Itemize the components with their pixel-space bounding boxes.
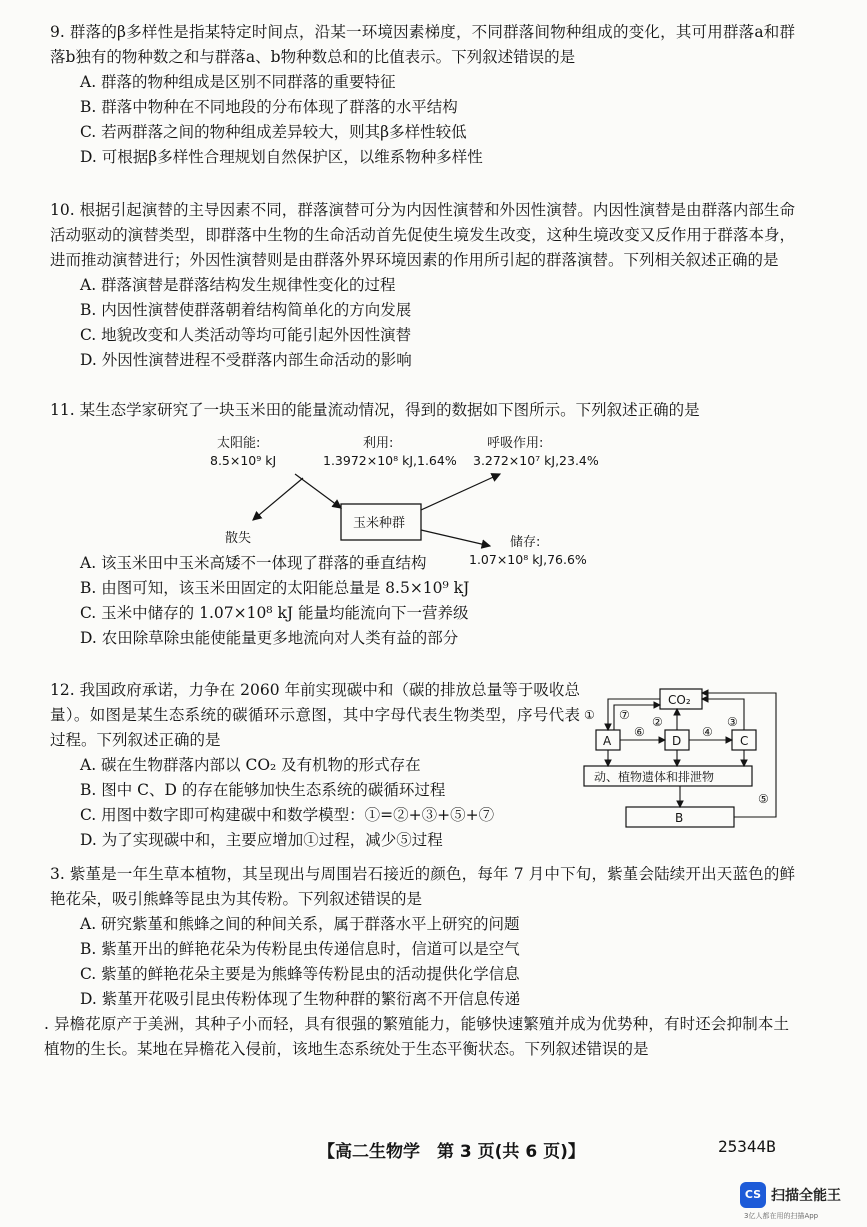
footer-code: 25344B [718,1137,776,1156]
camscanner-logo-icon: CS [740,1182,766,1208]
question-13 [50,862,795,1012]
question-12 [50,678,580,853]
question-12-option-a: A. 碳在生物群落内部以 CO₂ 及有机物的形式存在 [80,756,421,774]
resp-value: 3.272×10⁷ kJ,23.4% [473,453,599,468]
question-12-option-d: D. 为了实现碳中和，主要应增加①过程，减少⑤过程 [80,831,443,849]
question-10-option-b: B. 内因性演替使群落朝着结构简单化的方向发展 [80,301,412,319]
a-label: A [603,734,612,748]
question-9-option-a: A. 群落的物种组成是区别不同群落的重要特征 [80,73,396,91]
store-value: 1.07×10⁸ kJ,76.6% [469,552,587,567]
question-9-option-c: C. 若两群落之间的物种组成差异较大，则其β多样性较低 [80,123,467,141]
question-9-stem: 9. 群落的β多样性是指某特定时间点，沿某一环境因素梯度，不同群落间物种组成的变化，其可用群落a和群落b独有的物种数之和与群落a、b物种数总和的比值表示。下列叙述错误的是 [50,23,795,66]
question-9-option-d: D. 可根据β多样性合理规划自然保护区，以维系物种多样性 [80,148,483,166]
question-10-stem: 10. 根据引起演替的主导因素不同，群落演替可分为内因性演替和外因性演替。内因性演替是由群落内部生命活动驱动的演替类型，即群落中生物的生命活动首先促使生境发生改变，这种生境改变又反作用于群落本身，进而推动演替进行；外因性演替则是由群落外界环境因素的作用所引起的群落演替。下列相关叙述正确的是 [50,201,795,269]
loss-label: 散失 [225,531,252,546]
footer-page-info: 【高二生物学 第 3 页(共 6 页)】 [318,1142,585,1162]
c-label: C [740,734,749,748]
question-11-stem: 11. 某生态学家研究了一块玉米田的能量流动情况，得到的数据如下图所示。下列叙述正确的是 [50,401,700,419]
resp-label: 呼吸作用: [487,436,544,451]
sun-value: 8.5×10⁹ kJ [210,453,277,468]
question-10-option-d: D. 外因性演替进程不受群落内部生命活动的影响 [80,351,412,369]
question-14-stem: . 异檐花原产于美洲，其种子小而轻，具有很强的繁殖能力，能够快速繁殖并成为优势种，有时还会抑制本土植物的生长。某地在异檐花入侵前，该地生态系统处于生态平衡状态。下列叙述错误的是 [44,1015,789,1058]
svg-text:⑦: ⑦ [619,708,630,722]
watermark-subtitle: 3亿人都在用的扫描App [744,1212,819,1220]
co2-label: CO₂ [668,693,691,707]
question-13-option-c: C. 紫堇的鲜艳花朵主要是为熊蜂等传粉昆虫的活动提供化学信息 [80,965,520,983]
question-12-stem: 12. 我国政府承诺，力争在 2060 年前实现碳中和（碳的排放总量等于吸收总量）。如图是某生态系统的碳循环示意图，其中字母代表生物类型，序号代表过程。下列叙述正确的是 [50,681,580,749]
use-label: 利用: [363,436,394,451]
question-10-option-c: C. 地貌改变和人类活动等均可能引起外因性演替 [80,326,412,344]
question-11-option-b: B. 由图可知，该玉米田固定的太阳能总量是 8.5×10⁹ kJ [80,579,470,597]
use-value: 1.3972×10⁸ kJ,1.64% [323,453,457,468]
question-14 [44,1012,789,1062]
carbon-cycle-diagram [580,683,785,833]
corn-population-label: 玉米种群 [353,516,406,531]
b-label: B [675,811,684,825]
scanner-watermark [740,1179,862,1225]
question-9-option-b: B. 群落中物种在不同地段的分布体现了群落的水平结构 [80,98,458,116]
question-9 [50,20,795,170]
arrow-sun-to-loss [253,478,303,520]
question-13-stem: 3. 紫堇是一年生草本植物，其呈现出与周围岩石接近的颜色，每年 7 月中下旬，紫堇会陆续开出天蓝色的鲜艳花朵，吸引熊蜂等昆虫为其传粉。下列叙述错误的是 [50,865,795,908]
question-13-option-a: A. 研究紫堇和熊蜂之间的种间关系，属于群落水平上研究的问题 [80,915,520,933]
svg-text:①: ① [584,708,595,722]
question-11-option-a: A. 该玉米田中玉米高矮不一体现了群落的垂直结构 [80,554,427,572]
question-10 [50,198,795,373]
question-10-option-a: A. 群落演替是群落结构发生规律性变化的过程 [80,276,396,294]
question-13-option-b: B. 紫堇开出的鲜艳花朵为传粉昆虫传递信息时，信道可以是空气 [80,940,520,958]
svg-text:④: ④ [702,725,713,739]
arrow-corn-to-storage [421,530,490,546]
svg-text:②: ② [652,715,663,729]
question-12-option-c: C. 用图中数字即可构建碳中和数学模型：①=②+③+⑤+⑦ [80,806,495,824]
question-11-option-d: D. 农田除草除虫能使能量更多地流向对人类有益的部分 [80,629,459,647]
watermark-name: 扫描全能王 [771,1188,841,1204]
energy-flow-diagram [195,432,615,572]
question-13-option-d: D. 紫堇开花吸引昆虫传粉体现了生物种群的繁衍离不开信息传递 [80,990,521,1008]
question-12-option-b: B. 图中 C、D 的存在能够加快生态系统的碳循环过程 [80,781,446,799]
svg-text:⑤: ⑤ [758,792,769,806]
question-11-option-c: C. 玉米中储存的 1.07×10⁸ kJ 能量均能流向下一营养级 [80,604,469,622]
d-label: D [672,734,682,748]
svg-text:⑥: ⑥ [634,725,645,739]
remains-label: 动、植物遗体和排泄物 [594,770,715,784]
svg-text:③: ③ [727,715,738,729]
store-label: 储存: [510,535,541,550]
sun-label: 太阳能: [217,436,261,451]
arrow-corn-to-respiration [421,474,500,510]
